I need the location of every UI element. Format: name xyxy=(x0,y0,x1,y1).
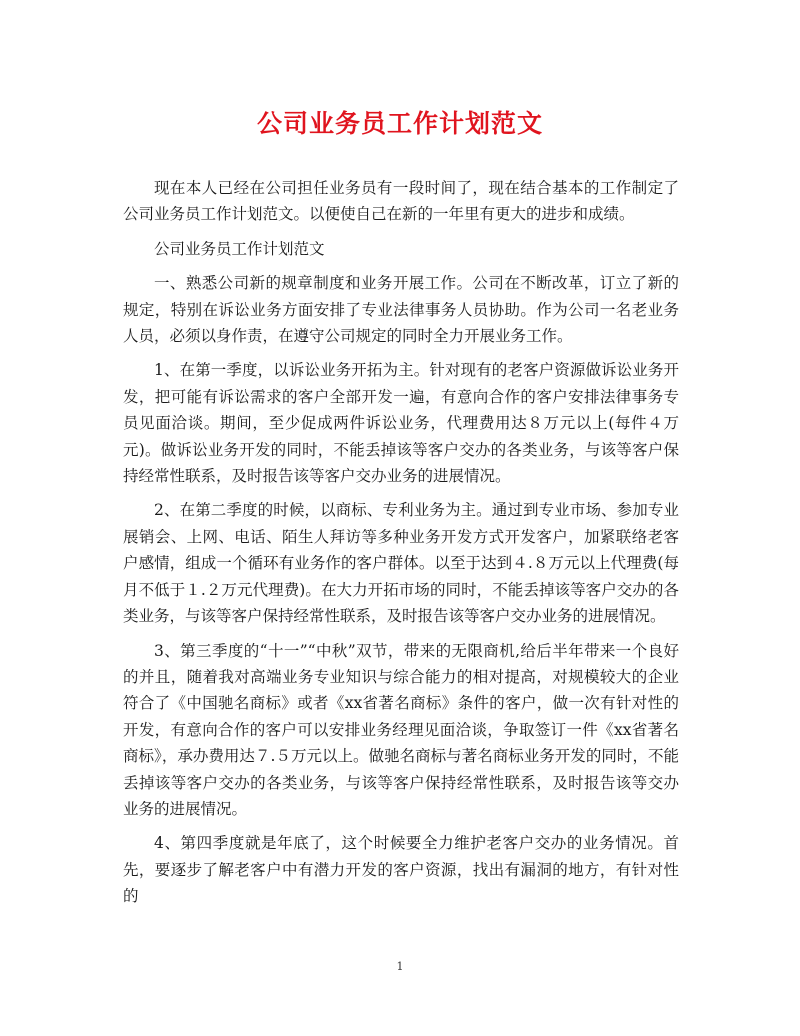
document-title: 公司业务员工作计划范文 xyxy=(256,109,543,138)
q3-paragraph: 3、第三季度的“十一”“中秋”双节，带来的无限商机,给后半年带来一个良好的并且，随着我对高端业务专业知识与综合能力的相对提高，对规模较大的企业符合了《中国驰名商标》或者《xx省著名商标》条件的客户，做一次有针对性的开发，有意向合作的客户可以安排业务经理见面洽谈，争取签订一件《xx省著名商标》，承办费用达７.５万元以上。做驰名商标与著名商标业务开发的同时，不能丢掉该等客户交办的各类业务，与该等客户保持经常性联系，及时报告该等交办业务的进展情况。 xyxy=(123,641,679,818)
section-one-paragraph: 一、熟悉公司新的规章制度和业务开展工作。公司在不断改革，订立了新的规定，特别在诉讼业务方面安排了专业法律事务人员协助。作为公司一名老业务人员，必须以身作责，在遵守公司规定的同时全力开展业务工作。 xyxy=(123,274,679,346)
q2-paragraph: 2、在第二季度的时候，以商标、专利业务为主。通过到专业市场、参加专业展销会、上网、电话、陌生人拜访等多种业务开发方式开发客户，加紧联络老客户感情，组成一个循环有业务作的客户群体。以至于达到４.８万元以上代理费(每月不低于１.２万元代理费)。在大力开拓市场的同时，不能丢掉该等客户交办的各类业务，与该等客户保持经常性联系，及时报告该等客户交办业务的进展情况。 xyxy=(123,501,679,626)
q1-paragraph: 1、在第一季度，以诉讼业务开拓为主。针对现有的老客户资源做诉讼业务开发，把可能有诉讼需求的客户全部开发一遍，有意向合作的客户安排法律事务专员见面洽谈。期间，至少促成两件诉讼业务，代理费用达８万元以上(每件４万元)。做诉讼业务开发的同时，不能丢掉该等客户交办的各类业务，与该等客户保持经常性联系，及时报告该等客户交办业务的进展情况。 xyxy=(123,361,679,486)
document-body xyxy=(123,175,679,918)
subtitle-paragraph: 公司业务员工作计划范文 xyxy=(154,239,325,258)
q4-paragraph: 4、第四季度就是年底了，这个时候要全力维护老客户交办的业务情况。首先，要逐步了解老客户中有潜力开发的客户资源，找出有漏洞的地方，有针对性的 xyxy=(123,834,679,906)
intro-paragraph: 现在本人已经在公司担任业务员有一段时间了，现在结合基本的工作制定了公司业务员工作计划范文。以便使自己在新的一年里有更大的进步和成绩。 xyxy=(123,179,679,224)
page-number: 1 xyxy=(396,960,404,973)
